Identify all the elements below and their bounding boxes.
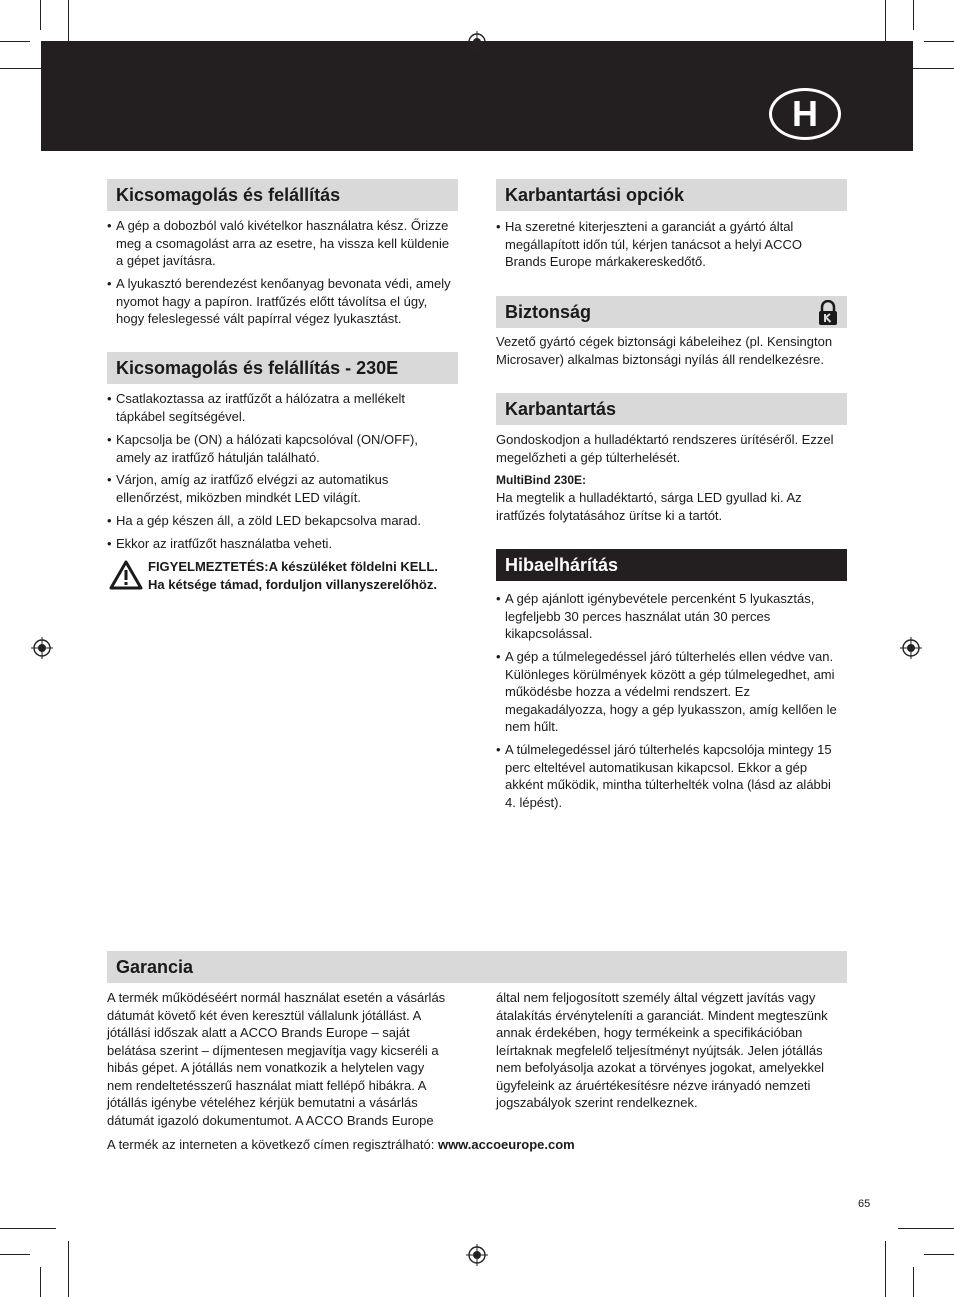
- section-heading-troubleshooting: Hibaelhárítás: [496, 549, 847, 581]
- registration-link[interactable]: www.accoeurope.com: [437, 1137, 575, 1152]
- list-item: • A gép a túlmelegedéssel járó túlterhelés ellen védve van. Különleges körülmények között a gép túlmelegedhet, ami működésbe hozza a védelmi rendszert. Ez megakadályozza, hogy a gép lyukasszon, amíg kellően le nem hűlt.: [496, 648, 847, 736]
- warranty-text-col1: A termék működéséért normál használat esetén a vásárlás dátumát követő két éven keresztül vállalunk jótállást. A jótállási időszak alatt a ACCO Brands Europe – saját belátása szerint – díjmentesen megjavítja vagy kicseréli a hibás gépet. A jótállás nem vonatkozik a helytelen vagy nem rendeltetésszerű használat miatt fellépő hibákra. A jótállás igénybe vételéhez kérjük bemutatni a vásárlás dátumát igazoló dokumentumot. A ACCO Brands Europe: [107, 990, 446, 1128]
- warning-triangle-icon: [109, 560, 143, 590]
- section-heading-maintenance: Karbantartás: [496, 393, 847, 425]
- registration-mark-icon: [900, 637, 922, 659]
- registration-line: [107, 1136, 807, 1154]
- model-label: MultiBind 230E:: [496, 473, 587, 487]
- section-heading-unpacking: Kicsomagolás és felállítás: [107, 179, 458, 211]
- warning-line-2: Ha kétsége támad, forduljon villanyszerelőhöz.: [148, 577, 437, 592]
- language-badge: H: [769, 88, 841, 140]
- maintenance-text: Gondoskodjon a hulladéktartó rendszeres ürítéséről. Ezzel megelőzheti a gép túlterhelését.: [496, 432, 834, 465]
- list-item: • Kapcsolja be (ON) a hálózati kapcsolóval (ON/OFF), amely az iratfűző hátulján található.: [107, 431, 437, 466]
- registration-mark-icon: [466, 31, 488, 53]
- page-number: 65: [858, 1198, 871, 1210]
- list-item: • Ha a gép készen áll, a zöld LED bekapcsolva marad.: [107, 512, 458, 530]
- warning-line-1: FIGYELMEZTETÉS:A készüléket földelni KELL.: [148, 559, 438, 574]
- list-item: • Várjon, amíg az iratfűző elvégzi az automatikus ellenőrzést, miközben mindkét LED világít.: [107, 471, 427, 506]
- list-item: • Csatlakoztassa az iratfűzőt a hálózatra a mellékelt tápkábel segítségével.: [107, 390, 427, 425]
- list-item: • A lyukasztó berendezést kenőanyag bevonata védi, amely nyomot hagy a papíron. Iratfűzés előtt távolítsa el úgy, hogy feleslegessé vált papírral végez lyukasztást.: [107, 275, 458, 328]
- registration-mark-icon: [31, 637, 53, 659]
- section-heading-security: Biztonság: [496, 296, 847, 328]
- warranty-text-col2: által nem feljogosított személy által végzett javítás vagy átalakítás érvényteleníti a garanciát. Mindent megteszünk annak érdekében, hogy termékeink a specifikációban leírtaknak megfelelő teljesítményt nyújtsák. Jelen jótállás nem befolyásolja azokat a törvényes jogokat, amelyekkel ügyfeleink az áruértékesítésre nézve irányadó nemzeti jogszabályok szerint rendelkeznek.: [496, 990, 828, 1110]
- section-heading-maintenance-options: Karbantartási opciók: [496, 179, 847, 211]
- registration-mark-icon: [466, 1244, 488, 1266]
- list-item: • A gép a dobozból való kivételkor használatra kész. Őrizze meg a csomagolást arra az esetre, ha vissza kell küldenie a gépet javításra.: [107, 217, 458, 270]
- list-item: • Ekkor az iratfűzőt használatba veheti.: [107, 535, 458, 553]
- kensington-lock-icon: [817, 300, 839, 326]
- list-item: • Ha szeretné kiterjeszteni a garanciát a gyártó által megállapított időn túl, kérjen tanácsot a helyi ACCO Brands Europe márkakereskedőtő.: [496, 218, 816, 271]
- section-heading-unpacking-230e: Kicsomagolás és felállítás - 230E: [107, 352, 458, 384]
- list-item: • A túlmelegedéssel járó túlterhelés kapcsolója mintegy 15 perc elteltével automatikusan kikapcsol. Ekkor a gép akként működik, mintha túlterhelték volna (lásd az alábbi 4. lépést).: [496, 741, 841, 811]
- section-heading-warranty: Garancia: [107, 951, 847, 983]
- list-item: • A gép ajánlott igénybevétele percenként 5 lyukasztás, legfeljebb 30 perces használat után 30 perces kikapcsolással.: [496, 590, 826, 643]
- registration-text: A termék az interneten a következő címen regisztrálható:: [107, 1137, 438, 1152]
- security-text: Vezető gyártó cégek biztonsági kábeleihez (pl. Kensington Microsaver) alkalmas biztonsági nyílás áll rendelkezésre.: [496, 334, 833, 367]
- model-text: Ha megtelik a hulladéktartó, sárga LED gyullad ki. Az iratfűzés folytatásához ürítse ki a tartót.: [496, 490, 802, 523]
